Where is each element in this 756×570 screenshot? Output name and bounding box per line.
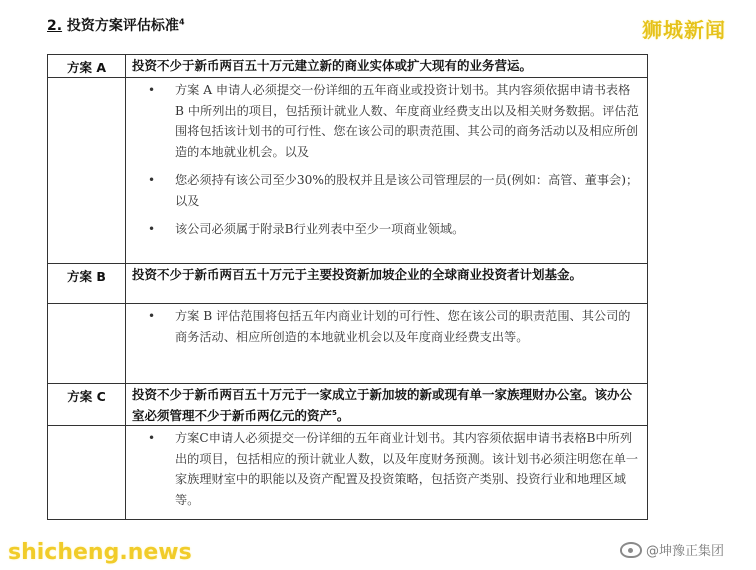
plan-c-title-row (48, 384, 648, 426)
plan-b-title: 投资不少于新币两百五十万元于主要投资新加坡企业的全球商业投资者计划基金。 (126, 264, 648, 304)
plan-a-label: 方案 A (48, 55, 126, 78)
plan-a-label-cell (48, 78, 126, 264)
plan-c-title-text: 投资不少于新币两百五十万元于一家成立于新加坡的新或现有单一家族理财办公室。该办公室必须管理不少于新币两亿元的资产 (132, 387, 633, 424)
plan-c-label-cell (48, 426, 126, 520)
section-number: 2. (47, 18, 63, 34)
plan-a-title: 投资不少于新币两百五十万元建立新的商业实体或扩大现有的业务营运。 (126, 55, 648, 78)
weibo-watermark-text: @坤豫正集团 (646, 544, 725, 559)
plan-a-title-row (48, 55, 648, 78)
plan-c-title-end: 。 (336, 408, 350, 424)
plan-a-bullet-2: • 您必须持有该公司至少30%的股权并且是该公司管理层的一员(例如：高管、董事会)；以及 (148, 170, 641, 211)
site-watermark: shicheng.news (8, 540, 192, 565)
plan-c-title-footnote: 5 (332, 409, 337, 417)
plan-c-title (126, 384, 648, 426)
plan-a-bullet-1: • 方案 A 申请人必须提交一份详细的五年商业或投资计划书。其内容须依据申请书表格 B 中所列出的项目，包括预计就业人数、年度商业经费支出以及相关财务数据。评估范围将包括该计划书的可行性、您在该公司的职责范围、其公司的商务活动以及相应所创造的本地就业机会。以及 (148, 80, 641, 162)
plan-b-label-cell (48, 304, 126, 384)
plan-c-label: 方案 C (48, 384, 126, 426)
plan-c-bullet-1: • 方案C申请人必须提交一份详细的五年商业计划书。其内容须依据申请书表格B中所列出的项目，包括相应的预计就业人数，以及年度财务预测。该计划书必须注明您在单一家族理财室中的职能以及资产配置及投资策略，包括资产类别、投资行业和地理区域等。 (148, 428, 641, 510)
plan-a-body (126, 78, 648, 264)
weibo-icon (620, 542, 642, 558)
plan-b-body-row (48, 304, 648, 384)
plan-c-body (126, 426, 648, 520)
plan-b-label: 方案 B (48, 264, 126, 304)
plan-b-body (126, 304, 648, 384)
section-heading (47, 15, 185, 35)
plan-b-bullet-1: • 方案 B 评估范围将包括五年内商业计划的可行性、您在该公司的职责范围、其公司的商务活动、相应所创造的本地就业机会以及年度商业经费支出等。 (148, 306, 641, 347)
plan-a-body-row (48, 78, 648, 264)
brand-watermark: 狮城新闻 (642, 18, 726, 42)
plan-b-title-row (48, 264, 648, 304)
investment-plans-table (47, 54, 648, 520)
plan-c-bullet-list (126, 426, 647, 516)
plan-a-bullet-list (126, 78, 647, 246)
plan-a-bullet-3: • 该公司必须属于附录B行业列表中至少一项商业领域。 (148, 219, 641, 240)
section-footnote: 4 (178, 17, 185, 27)
section-title: 投资方案评估标准 (62, 18, 179, 34)
plan-b-bullet-list (126, 304, 647, 353)
weibo-watermark (620, 540, 724, 559)
plan-c-body-row (48, 426, 648, 520)
